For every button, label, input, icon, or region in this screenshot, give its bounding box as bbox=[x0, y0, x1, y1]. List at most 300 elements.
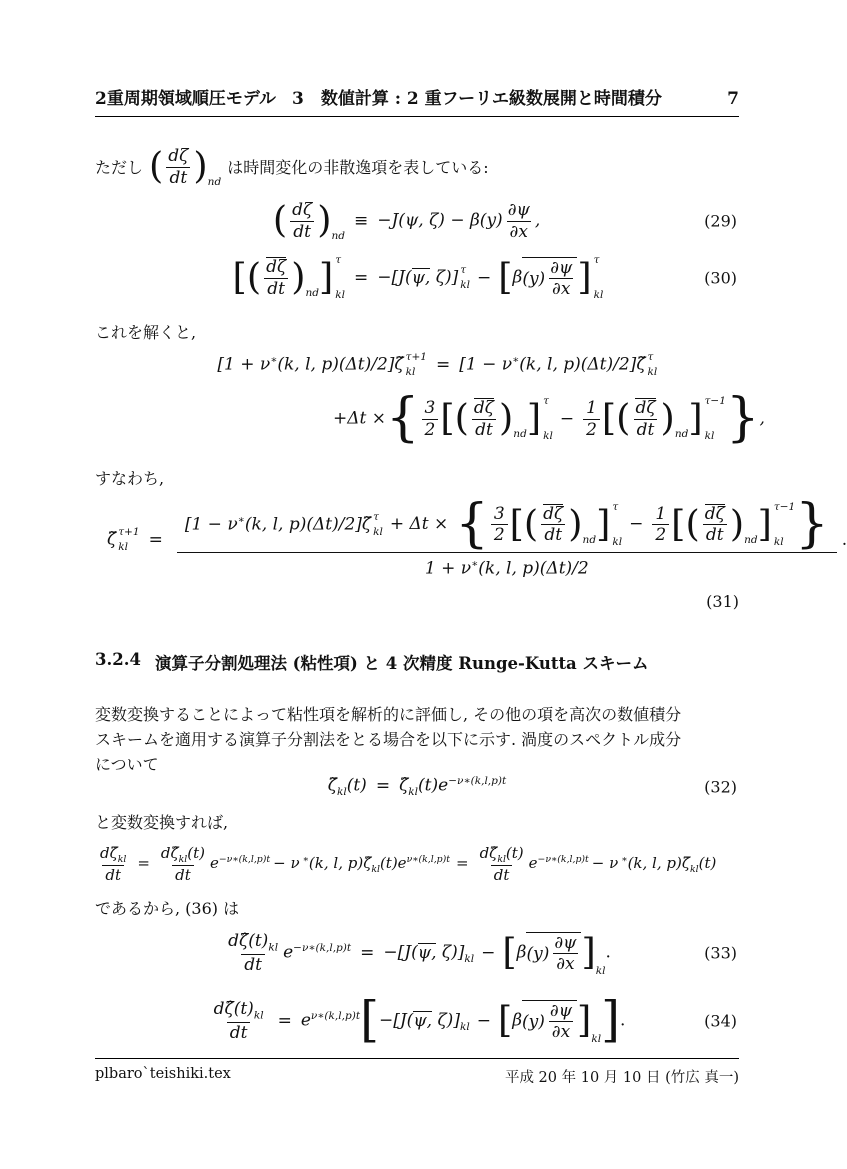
fraction-denominator: dt bbox=[703, 524, 727, 545]
bracket-open: [ bbox=[502, 930, 517, 973]
fraction-denominator: ∂x bbox=[549, 1021, 573, 1042]
fraction-denominator: 2 bbox=[422, 419, 439, 440]
spacer bbox=[141, 650, 155, 674]
superscript-tau: τ bbox=[543, 395, 549, 407]
math-fragment: (k, l, p)(Δt)/2 bbox=[478, 558, 589, 579]
paren-open: ( bbox=[616, 396, 631, 439]
superscript-tau: τ bbox=[647, 351, 654, 363]
overline-group bbox=[526, 932, 581, 975]
superscript-tau-minus-1: τ−1 bbox=[773, 500, 796, 513]
zeta-hat: ζ̂ bbox=[399, 776, 409, 797]
subscript-kl: kl bbox=[373, 526, 383, 539]
math-fragment: −[J( bbox=[377, 267, 412, 288]
e-base: e bbox=[283, 942, 294, 963]
update-rhs bbox=[459, 352, 657, 378]
superscript-tau: τ bbox=[373, 510, 379, 523]
superscript-star: ∗ bbox=[302, 854, 309, 865]
equation-30 bbox=[95, 248, 739, 308]
fraction-denominator: dt bbox=[102, 865, 124, 884]
page-footer bbox=[95, 1058, 739, 1087]
fraction-denominator: ∂x bbox=[549, 278, 573, 299]
equation-number: (29) bbox=[704, 211, 737, 231]
fraction-denominator: dt bbox=[172, 865, 194, 884]
e-base: e bbox=[300, 1010, 311, 1031]
big-fraction bbox=[177, 492, 837, 579]
superscript-star: ∗ bbox=[471, 557, 479, 570]
paren-open: ( bbox=[246, 255, 262, 298]
equals-sign: = bbox=[360, 942, 375, 963]
zeta-hat: ζ̂ bbox=[363, 854, 372, 872]
minus-sign: − bbox=[476, 1010, 491, 1031]
equation-33 bbox=[95, 922, 739, 984]
dzeta-tilde: dζ̃ bbox=[100, 843, 118, 862]
paragraph-line: 変数変換することによって粘性項を解析的に評価し, その他の項を高次の数値積分 bbox=[95, 705, 682, 724]
overline-psi: ψ, bbox=[411, 267, 431, 288]
subscript-nd: nd bbox=[331, 229, 345, 242]
bracket-open: [ bbox=[671, 501, 686, 545]
paren-close: ) bbox=[729, 501, 745, 545]
body-paragraph bbox=[95, 702, 739, 777]
fraction bbox=[477, 844, 527, 884]
subscript-kl: kl bbox=[405, 366, 416, 379]
math-fragment: (k, l, p) bbox=[308, 854, 364, 872]
fraction bbox=[652, 504, 669, 546]
equiv-sign: ≡ bbox=[354, 211, 369, 231]
fraction-numerator bbox=[702, 504, 728, 525]
sup-sub-stack bbox=[705, 396, 726, 442]
fraction-denominator: dt bbox=[634, 419, 658, 440]
superscript-star: ∗ bbox=[270, 353, 278, 366]
math-fragment: −[J( bbox=[383, 942, 418, 963]
math-fragment: [1 − bbox=[184, 514, 228, 535]
subscript-nd: nd bbox=[674, 427, 689, 440]
math-fragment: − ν bbox=[591, 854, 619, 872]
math-fragment: (k, l, p) bbox=[627, 854, 682, 872]
big-fraction-numerator bbox=[177, 492, 837, 554]
bracket-open: [ bbox=[497, 998, 513, 1041]
subscript-kl: kl bbox=[612, 536, 623, 549]
section-heading bbox=[95, 650, 739, 674]
fraction bbox=[583, 398, 600, 440]
equation-31 bbox=[95, 488, 847, 592]
dzeta-hat: dζ̂ bbox=[160, 843, 179, 862]
fraction-numerator bbox=[211, 999, 267, 1022]
period: . bbox=[619, 1010, 626, 1031]
update-line2 bbox=[333, 387, 765, 448]
fraction bbox=[422, 398, 439, 440]
equals-sign: = bbox=[277, 1010, 292, 1031]
e-base: e bbox=[528, 854, 538, 872]
subscript-kl: kl bbox=[773, 536, 784, 549]
equation-number: (32) bbox=[704, 777, 737, 797]
subscript-kl: kl bbox=[647, 366, 658, 379]
fraction bbox=[505, 200, 533, 242]
paren-close: ) bbox=[499, 396, 514, 439]
bracket-close: ] bbox=[318, 255, 334, 298]
overline-dzeta: dζ bbox=[543, 503, 564, 524]
brace-open: { bbox=[386, 387, 420, 448]
exponent-negative: −ν∗(k,l,p)t bbox=[537, 854, 589, 865]
equation-34 bbox=[95, 988, 739, 1054]
e-base: e bbox=[438, 776, 449, 797]
eq30-lhs bbox=[233, 255, 345, 301]
subscript-kl: kl bbox=[371, 864, 380, 875]
fraction-numerator: ∂ψ bbox=[550, 257, 573, 278]
math-run bbox=[425, 558, 589, 579]
bracket-close: ] bbox=[577, 998, 592, 1041]
paren-close: ) bbox=[193, 144, 208, 187]
dzeta-hat-t: dζ̂(t) bbox=[228, 930, 269, 951]
zeta-tilde: ζ̃ bbox=[361, 514, 372, 535]
paragraph-text: と変数変換すれば, bbox=[95, 813, 229, 832]
math-fragment: (y) bbox=[522, 268, 546, 289]
comma: , bbox=[534, 210, 541, 231]
bracket-open-outer: [ bbox=[360, 992, 379, 1048]
equals-sign: = bbox=[354, 268, 369, 288]
subscript-nd: nd bbox=[207, 175, 222, 188]
dzeta-hat: dζ̂ bbox=[479, 843, 498, 862]
eq32-body bbox=[328, 775, 507, 798]
fraction bbox=[471, 398, 497, 440]
brace-open: { bbox=[455, 492, 489, 554]
subscript-kl: kl bbox=[464, 952, 475, 965]
subscript-kl: kl bbox=[408, 786, 419, 799]
text-transform bbox=[95, 810, 739, 835]
fraction bbox=[225, 931, 281, 975]
superscript-tau-minus-1: τ−1 bbox=[704, 395, 726, 407]
paren-open: ( bbox=[149, 144, 164, 187]
paren-open: ( bbox=[523, 501, 539, 545]
equation-chain bbox=[95, 836, 739, 892]
eq34-body bbox=[209, 992, 626, 1048]
overline-dzeta: dζ bbox=[473, 398, 495, 419]
math-fragment: [1 − bbox=[459, 354, 502, 375]
big-fraction-denominator bbox=[177, 552, 837, 579]
subscript-kl: kl bbox=[460, 279, 470, 292]
fraction bbox=[97, 844, 129, 884]
header-page-number: 7 bbox=[727, 89, 739, 109]
fraction-numerator: ∂ψ bbox=[549, 1000, 573, 1021]
superscript-tau: τ bbox=[335, 254, 342, 266]
overline-dzeta: dζ bbox=[704, 503, 725, 524]
math-fragment: (k, l, p)(Δt)/2] bbox=[277, 354, 395, 375]
fraction bbox=[289, 200, 315, 242]
fraction bbox=[540, 504, 566, 546]
fraction-numerator bbox=[471, 398, 497, 419]
bracket-close: ] bbox=[526, 396, 542, 439]
section-number: 3.2.4 bbox=[95, 650, 141, 669]
overline-dzeta: dζ bbox=[266, 257, 287, 278]
math-fragment: (t) bbox=[418, 776, 439, 797]
math-fragment: ζ)] bbox=[436, 942, 465, 963]
nu: ν bbox=[259, 354, 271, 375]
paren-open: ( bbox=[685, 501, 700, 545]
superscript-tau-plus-1: τ+1 bbox=[405, 351, 427, 363]
eq30-rhs bbox=[377, 255, 603, 301]
bracket-open: [ bbox=[498, 255, 513, 298]
sup-sub-stack bbox=[594, 255, 604, 301]
exponent-negative: −ν∗(k,l,p)t bbox=[218, 854, 271, 865]
fraction-denominator: 2 bbox=[491, 524, 508, 545]
fraction-numerator: ∂ψ bbox=[507, 200, 530, 221]
fraction-numerator: 1 bbox=[655, 503, 667, 524]
sup-sub-stack bbox=[648, 352, 658, 378]
brace-close: } bbox=[725, 387, 760, 448]
document-page bbox=[95, 0, 847, 1169]
text-solve bbox=[95, 320, 739, 345]
fraction-denominator: dt bbox=[166, 167, 190, 188]
fraction-denominator: dt bbox=[472, 419, 496, 440]
equation-number: (33) bbox=[704, 943, 737, 963]
exponent-negative: −ν∗(k,l,p)t bbox=[448, 775, 507, 788]
superscript-tau-plus-1: τ+1 bbox=[118, 526, 140, 538]
minus-sign: − bbox=[559, 408, 575, 429]
fraction-denominator: dt bbox=[227, 1022, 251, 1043]
overline-group bbox=[522, 1000, 577, 1043]
fraction bbox=[547, 258, 575, 300]
subscript-kl: kl bbox=[459, 1020, 470, 1033]
equals-sign: = bbox=[436, 355, 451, 375]
math-fragment: +Δt × bbox=[333, 408, 387, 429]
header-section-title: 3 数値計算 : 2 重フーリエ級数展開と時間積分 bbox=[291, 89, 662, 109]
subscript-nd: nd bbox=[305, 286, 319, 299]
paragraph-line: について bbox=[95, 755, 159, 774]
zeta-tilde: ζ̃ bbox=[107, 529, 117, 550]
overline-psi: ψ, bbox=[413, 1010, 433, 1031]
fraction bbox=[165, 146, 191, 188]
fraction-numerator: dζ bbox=[292, 200, 313, 221]
fraction-numerator bbox=[632, 398, 658, 419]
math-fragment: (t) bbox=[505, 843, 524, 862]
fraction-numerator bbox=[158, 844, 208, 865]
math-fragment: (t) bbox=[187, 843, 205, 862]
fraction-numerator: 3 bbox=[493, 503, 505, 524]
bracket-open: [ bbox=[509, 501, 524, 545]
math-fragment: [1 + bbox=[217, 354, 260, 375]
subscript-kl: kl bbox=[595, 964, 606, 977]
eq31-lhs bbox=[107, 527, 140, 553]
bracket-close: ] bbox=[688, 396, 703, 439]
equation-number: (30) bbox=[704, 268, 737, 288]
zeta-tilde: ζ̃ bbox=[681, 854, 690, 872]
overline-dzeta: dζ bbox=[635, 398, 656, 419]
fraction-numerator: 3 bbox=[424, 398, 436, 419]
paren-close: ) bbox=[317, 198, 332, 241]
sup-sub-stack bbox=[406, 352, 427, 378]
subscript-kl: kl bbox=[591, 1032, 602, 1045]
equation-number: (31) bbox=[706, 592, 739, 611]
page-header bbox=[95, 84, 739, 117]
bracket-open: [ bbox=[232, 255, 247, 298]
beta: β bbox=[512, 1010, 523, 1031]
comma: , bbox=[759, 408, 765, 429]
math-fragment: (t) bbox=[379, 854, 398, 872]
bracket-close: ] bbox=[596, 501, 611, 545]
subscript-kl: kl bbox=[118, 541, 128, 554]
bracket-close: ] bbox=[757, 501, 772, 545]
subscript-kl: kl bbox=[543, 430, 553, 443]
fraction-numerator bbox=[540, 504, 566, 525]
math-fragment: − ν bbox=[273, 854, 300, 872]
fraction-denominator: dt bbox=[491, 865, 513, 884]
equation-29 bbox=[95, 196, 739, 246]
sup-sub-stack bbox=[373, 512, 383, 538]
fraction-numerator: dζ bbox=[168, 146, 189, 167]
intro-line bbox=[95, 142, 739, 192]
fraction-numerator bbox=[263, 257, 289, 278]
fraction bbox=[263, 257, 289, 299]
section-title: 演算子分割処理法 (粘性項) と 4 次精度 Runge-Kutta スキーム bbox=[154, 654, 649, 673]
math-fragment: (y) bbox=[522, 1011, 545, 1032]
fraction bbox=[551, 933, 579, 975]
math-fragment: (k, l, p)(Δt)/2] bbox=[519, 354, 637, 375]
math-fragment: (k, l, p)(Δt)/2] bbox=[244, 514, 362, 535]
paragraph-text: であるから, (36) は bbox=[95, 899, 240, 918]
period: . bbox=[605, 942, 611, 963]
sup-sub-stack bbox=[612, 502, 622, 548]
fraction bbox=[491, 504, 508, 546]
math-fragment: ζ)] bbox=[430, 267, 459, 288]
brace-close: } bbox=[795, 492, 829, 554]
paren-open: ( bbox=[454, 396, 469, 439]
minus-sign: − bbox=[481, 942, 496, 963]
bracket-close: ] bbox=[577, 255, 592, 298]
fraction-denominator: 2 bbox=[652, 524, 669, 545]
math-fragment: −[J( bbox=[378, 1010, 414, 1031]
fraction-denominator: dt bbox=[541, 524, 565, 545]
nu: ν bbox=[460, 558, 472, 579]
footer-filename: plbaro`teishiki.tex bbox=[95, 1066, 231, 1082]
subscript-kl: kl bbox=[253, 1009, 264, 1022]
eq29-rhs bbox=[377, 200, 540, 242]
subscript-kl: kl bbox=[178, 853, 188, 865]
fraction bbox=[702, 504, 728, 546]
intro-text-post: は時間変化の非散逸項を表している: bbox=[227, 157, 489, 177]
beta: β bbox=[512, 267, 523, 288]
bracket-open: [ bbox=[440, 396, 455, 439]
subscript-nd: nd bbox=[582, 533, 597, 546]
fraction-denominator: dt bbox=[290, 221, 314, 242]
update-lhs bbox=[217, 352, 427, 378]
math-fragment: (t) bbox=[346, 776, 367, 797]
paren-close: ) bbox=[291, 255, 306, 298]
sup-sub-stack bbox=[335, 255, 345, 301]
superscript-tau: τ bbox=[593, 254, 600, 266]
overline-group bbox=[522, 257, 577, 300]
sup-sub-stack bbox=[460, 265, 470, 291]
fraction-numerator bbox=[477, 844, 527, 865]
footer-date: 平成 20 年 10 月 10 日 (竹広 真一) bbox=[504, 1070, 739, 1086]
sup-sub-stack bbox=[543, 396, 553, 442]
period: . bbox=[841, 530, 847, 550]
overline-psi: ψ, bbox=[417, 942, 437, 963]
equation-number: (34) bbox=[704, 1011, 737, 1031]
minus-sign: − bbox=[476, 267, 492, 288]
superscript-star: ∗ bbox=[621, 854, 628, 865]
subscript-kl: kl bbox=[268, 941, 279, 954]
paren-close: ) bbox=[568, 501, 583, 545]
fraction bbox=[211, 999, 267, 1043]
fraction-denominator: ∂x bbox=[507, 221, 531, 242]
nu: ν bbox=[501, 354, 513, 375]
fraction bbox=[547, 1001, 575, 1043]
equals-sign: = bbox=[375, 776, 391, 797]
fraction-numerator bbox=[97, 844, 129, 865]
equation-update-line2 bbox=[95, 384, 765, 454]
eq29-lhs bbox=[273, 200, 345, 242]
equation-update-line1 bbox=[95, 348, 739, 382]
subscript-nd: nd bbox=[744, 533, 758, 546]
subscript-kl: kl bbox=[336, 786, 347, 799]
equals-sign: = bbox=[148, 530, 163, 550]
fraction-denominator: 2 bbox=[583, 419, 600, 440]
math-fragment: ζ)] bbox=[432, 1010, 460, 1031]
math-run bbox=[184, 492, 829, 554]
bracket-open: [ bbox=[601, 396, 617, 439]
superscript-tau: τ bbox=[612, 500, 619, 513]
exponent-positive: ν∗(k,l,p)t bbox=[406, 854, 450, 865]
header-left-title: 2重周期領域順圧モデル bbox=[95, 89, 276, 109]
subscript-nd: nd bbox=[513, 427, 527, 440]
subscript-kl: kl bbox=[497, 853, 506, 865]
exponent-positive: ν∗(k,l,p)t bbox=[310, 1009, 361, 1022]
minus-sign: − bbox=[629, 514, 644, 535]
paragraph-text: すなわち, bbox=[95, 469, 165, 488]
fraction-denominator: dt bbox=[264, 278, 288, 299]
e-base: e bbox=[210, 854, 219, 872]
fraction bbox=[632, 398, 658, 440]
fraction-numerator: ∂ψ bbox=[554, 932, 577, 953]
text-because bbox=[95, 896, 739, 921]
intro-text-pre: ただし bbox=[95, 157, 144, 177]
beta: β bbox=[516, 942, 527, 963]
subscript-kl: kl bbox=[593, 289, 604, 302]
math-fragment: + Δt × bbox=[389, 514, 449, 535]
paragraph-line: スキームを適用する演算子分割法をとる場合を以下に示す. 渦度のスペクトル成分 bbox=[95, 730, 682, 749]
fraction-numerator bbox=[225, 931, 281, 954]
paren-close: ) bbox=[660, 396, 675, 439]
chain-body bbox=[95, 844, 716, 884]
fraction-numerator: 1 bbox=[586, 398, 597, 419]
fraction-denominator: ∂x bbox=[553, 953, 577, 974]
subscript-kl: kl bbox=[704, 430, 715, 443]
fraction bbox=[158, 844, 208, 884]
eq33-body bbox=[223, 931, 611, 975]
subscript-kl: kl bbox=[117, 853, 127, 865]
nu: ν bbox=[227, 514, 238, 535]
exponent-negative: −ν∗(k,l,p)t bbox=[293, 941, 352, 954]
bracket-close: ] bbox=[581, 930, 596, 973]
equation-32 bbox=[95, 772, 739, 802]
subscript-kl: kl bbox=[335, 289, 345, 302]
bracket-close-outer: ] bbox=[601, 992, 620, 1048]
fraction-denominator: dt bbox=[241, 954, 265, 975]
superscript-star: ∗ bbox=[512, 353, 520, 366]
zeta-tilde: ζ̃ bbox=[394, 354, 404, 375]
subscript-kl: kl bbox=[689, 864, 699, 875]
superscript-star: ∗ bbox=[237, 513, 245, 526]
paragraph-text: これを解くと, bbox=[95, 323, 197, 342]
zeta-tilde: ζ̃ bbox=[636, 354, 646, 375]
e-base: e bbox=[397, 854, 407, 872]
paren-open: ( bbox=[272, 198, 288, 241]
sup-sub-stack bbox=[118, 527, 139, 553]
dzeta-hat-t: dζ̂(t) bbox=[213, 998, 254, 1019]
inline-math-dzdt bbox=[149, 146, 221, 188]
equation-31-number bbox=[95, 592, 739, 611]
math-fragment: 1 + bbox=[424, 558, 461, 579]
math-fragment: (y) bbox=[526, 943, 550, 964]
